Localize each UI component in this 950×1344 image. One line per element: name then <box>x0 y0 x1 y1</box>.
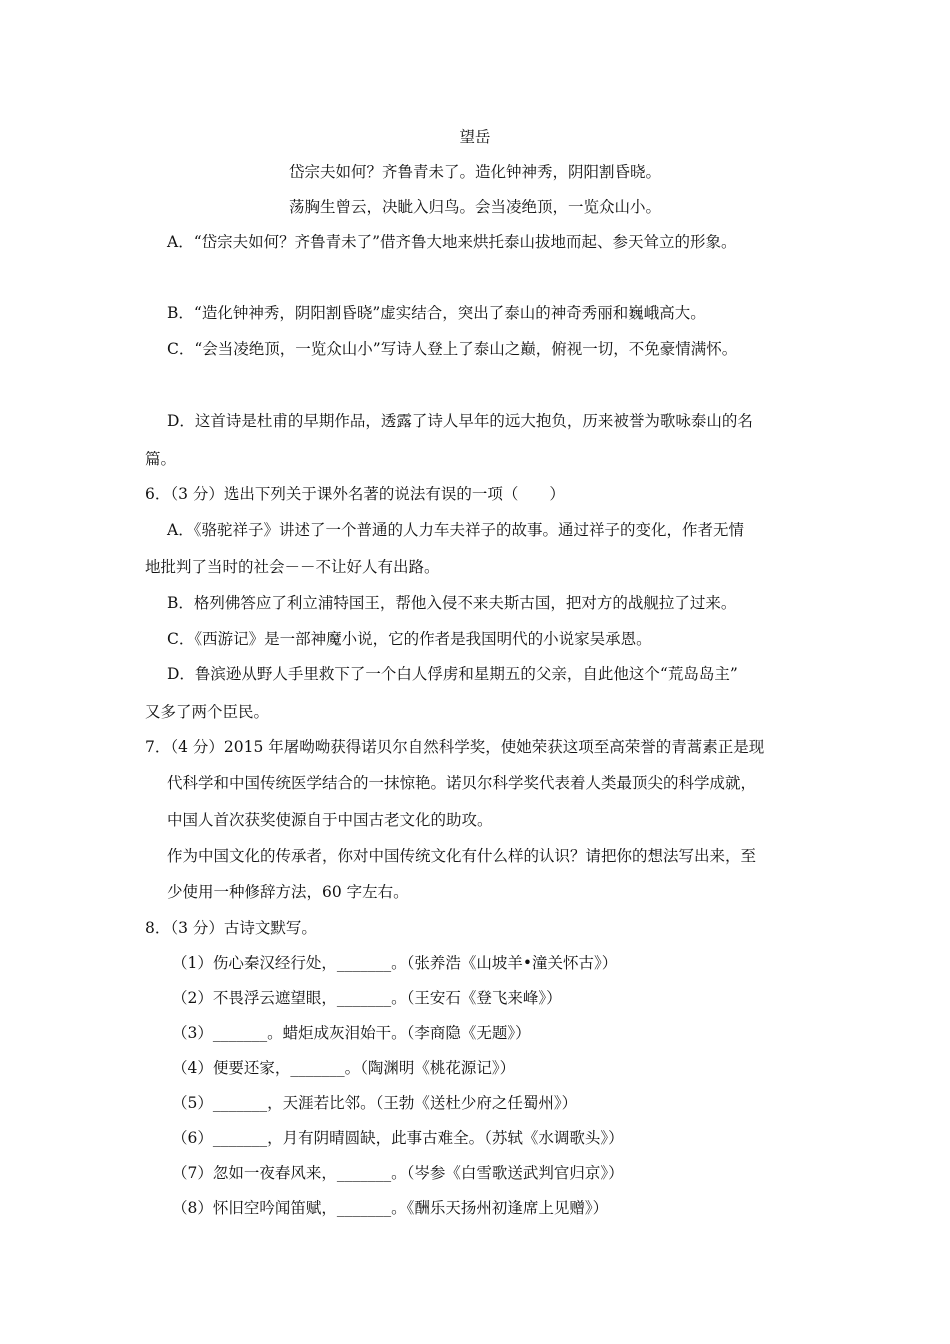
fill-in-item: （8）怀旧空吟闻笛赋，_______。《酬乐天扬州初逢席上见赠》） <box>172 1199 609 1217</box>
poem-title: 望岳 <box>459 128 491 146</box>
fill-in-item: （6）_______，月有阴晴圆缺，此事古难全。（苏轼《水调歌头》） <box>172 1129 624 1147</box>
option-d-continued: 篇。 <box>145 450 177 468</box>
fill-in-item: （4）便要还家，_______。（陶渊明《桃花源记》） <box>172 1059 516 1077</box>
question-stem: 6．（3 分）选出下列关于课外名著的说法有误的一项（ ） <box>145 485 565 503</box>
fill-in-item: （2）不畏浮云遮望眼，_______。（王安石《登飞来峰》） <box>172 989 562 1007</box>
option-a: A．“岱宗夫如何？齐鲁青未了”借齐鲁大地来烘托泰山拔地而起、参天耸立的形象。 <box>167 233 737 251</box>
option-a-continued: 地批判了当时的社会－－不让好人有出路。 <box>145 558 440 576</box>
option-c: C．《西游记》是一部神魔小说，它的作者是我国明代的小说家吴承恩。 <box>167 630 652 648</box>
option-c: C．“会当凌绝顶，一览众山小”写诗人登上了泰山之巅，俯视一切，不免豪情满怀。 <box>167 340 738 358</box>
option-d: D．鲁滨逊从野人手里救下了一个白人俘虏和星期五的父亲，自此他这个“荒岛岛主” <box>167 665 738 683</box>
question-text: 中国人首次获奖使源自于中国古老文化的助攻。 <box>167 811 493 829</box>
option-d-continued: 又多了两个臣民。 <box>145 703 270 721</box>
poem-line: 岱宗夫如何？齐鲁青未了。造化钟神秀，阴阳割昏晓。 <box>288 163 661 181</box>
question-text: 少使用一种修辞方法，60 字左右。 <box>167 883 409 901</box>
option-b: B．“造化钟神秀，阴阳割昏晓”虚实结合，突出了泰山的神奇秀丽和巍峨高大。 <box>167 304 706 322</box>
fill-in-item: （1）伤心秦汉经行处，_______。（张养浩《山坡羊•潼关怀古》） <box>172 954 618 972</box>
option-a: A．《骆驼祥子》讲述了一个普通的人力车夫祥子的故事。通过祥子的变化，作者无情 <box>167 521 744 539</box>
fill-in-item: （7）忽如一夜春风来，_______。（岑参《白雪歌送武判官归京》） <box>172 1164 624 1182</box>
option-b: B．格列佛答应了利立浦特国王，帮他入侵不来夫斯古国，把对方的战舰拉了过来。 <box>167 594 737 612</box>
question-stem: 8．（3 分）古诗文默写。 <box>145 919 317 937</box>
question-stem: 7．（4 分）2015 年屠呦呦获得诺贝尔自然科学奖，使她荣获这项至高荣誉的青蒿素正是现 <box>145 738 765 756</box>
option-d: D．这首诗是杜甫的早期作品，透露了诗人早年的远大抱负，历来被誉为歌咏泰山的名 <box>167 412 753 430</box>
question-text: 作为中国文化的传承者，你对中国传统文化有什么样的认识？请把你的想法写出来，至 <box>167 847 757 865</box>
fill-in-item: （5）_______，天涯若比邻。（王勃《送杜少府之任蜀州》） <box>172 1094 578 1112</box>
question-text: 代科学和中国传统医学结合的一抹惊艳。诺贝尔科学奖代表着人类最顶尖的科学成就， <box>167 774 757 792</box>
fill-in-item: （3）_______。蜡炬成灰泪始干。（李商隐《无题》） <box>172 1024 531 1042</box>
poem-line: 荡胸生曾云，决眦入归鸟。会当凌绝顶，一览众山小。 <box>288 198 661 216</box>
